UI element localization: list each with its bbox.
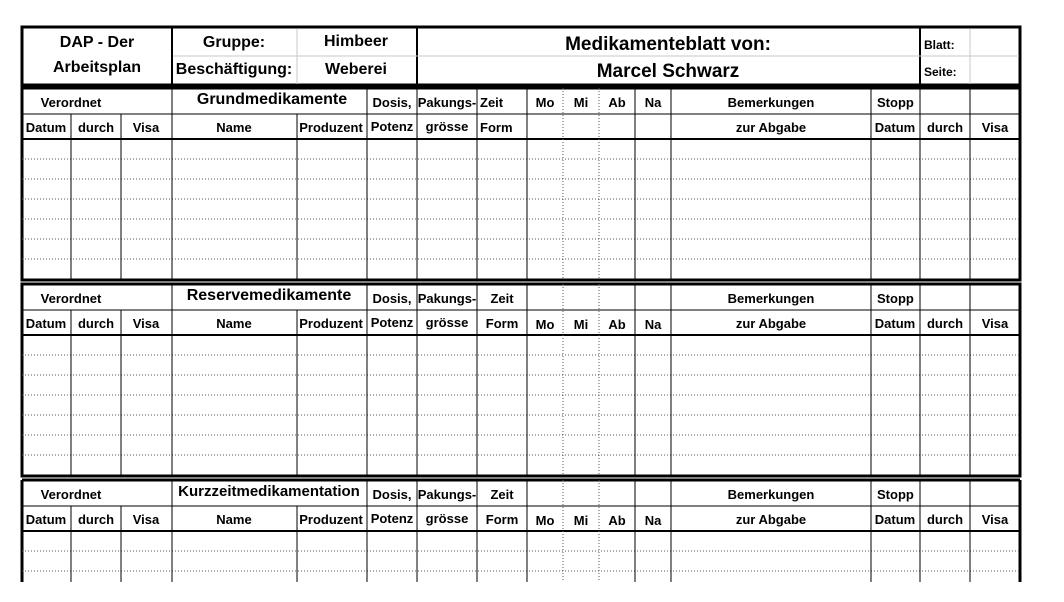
date-column-header: Datum: [25, 512, 67, 527]
section-1-lines: [22, 88, 1020, 280]
form-column-header: Form: [485, 316, 519, 331]
by-column-header: durch: [77, 512, 115, 527]
producer-column-header: Produzent: [299, 120, 363, 135]
name-column-header: Name: [216, 316, 252, 331]
section-2-lines: [22, 284, 1020, 476]
prescribed-header: Verordnet: [40, 291, 102, 306]
package-header: Pakungs-: [417, 487, 477, 502]
remarks-header: Bemerkungen: [727, 95, 815, 110]
by-column-header: durch: [77, 316, 115, 331]
dispense-column-header: zur Abgabe: [735, 120, 807, 135]
prescribed-header: Verordnet: [40, 487, 102, 502]
potency-column-header: Potenz: [370, 119, 414, 134]
stop-header: Stopp: [877, 291, 914, 306]
package-header: Pakungs-: [417, 291, 477, 306]
header-lines: [22, 27, 1020, 85]
evening-header: Ab: [608, 95, 626, 110]
package-header: Pakungs-: [417, 95, 477, 110]
visa-column-header: Visa: [132, 120, 160, 135]
page-label: Seite:: [924, 65, 957, 79]
time-header: Zeit: [490, 291, 514, 306]
night-header: Na: [644, 317, 662, 332]
stop-by-column-header: durch: [926, 316, 964, 331]
name-column-header: Name: [216, 120, 252, 135]
section-title: Kurzzeitmedikamentation: [178, 483, 360, 500]
org-name-line2: Arbeitsplan: [52, 59, 142, 76]
stop-date-column-header: Datum: [874, 512, 916, 527]
evening-header: Ab: [608, 317, 626, 332]
name-column-header: Name: [216, 512, 252, 527]
form-column-header: Form: [480, 120, 513, 135]
remarks-header: Bemerkungen: [727, 487, 815, 502]
section-title: Reservemedikamente: [186, 287, 352, 304]
sheet-label: Blatt:: [924, 38, 955, 52]
form-column-header: Form: [485, 512, 519, 527]
occupation-value: Weberei: [325, 61, 387, 78]
by-column-header: durch: [77, 120, 115, 135]
section-title: Grundmedikamente: [196, 91, 348, 108]
date-column-header: Datum: [25, 120, 67, 135]
group-label: Gruppe:: [202, 34, 266, 51]
group-value: Himbeer: [323, 33, 389, 50]
visa-column-header: Visa: [132, 316, 160, 331]
visa-column-header: Visa: [132, 512, 160, 527]
date-column-header: Datum: [25, 316, 67, 331]
producer-column-header: Produzent: [299, 316, 363, 331]
night-header: Na: [644, 95, 662, 110]
monday-header: Mo: [535, 513, 555, 528]
org-name-line1: DAP - Der: [59, 34, 135, 51]
dispense-column-header: zur Abgabe: [735, 512, 807, 527]
evening-header: Ab: [608, 513, 626, 528]
size-column-header: grösse: [425, 511, 469, 526]
stop-header: Stopp: [877, 487, 914, 502]
night-header: Na: [644, 513, 662, 528]
potency-column-header: Potenz: [370, 315, 414, 330]
page-title: Medikamenteblatt von:: [565, 34, 771, 55]
time-header: Zeit: [490, 487, 514, 502]
size-column-header: grösse: [425, 119, 469, 134]
prescribed-header: Verordnet: [40, 95, 102, 110]
dose-header: Dosis,: [372, 487, 412, 502]
time-header: Zeit: [480, 95, 504, 110]
dose-header: Dosis,: [372, 291, 412, 306]
stop-by-column-header: durch: [926, 512, 964, 527]
dispense-column-header: zur Abgabe: [735, 316, 807, 331]
patient-name: Marcel Schwarz: [596, 61, 740, 82]
potency-column-header: Potenz: [370, 511, 414, 526]
size-column-header: grösse: [425, 315, 469, 330]
remarks-header: Bemerkungen: [727, 291, 815, 306]
stop-visa-column-header: Visa: [981, 512, 1009, 527]
midday-header: Mi: [573, 317, 589, 332]
stop-visa-column-header: Visa: [981, 120, 1009, 135]
producer-column-header: Produzent: [299, 512, 363, 527]
section-3-lines: [22, 480, 1020, 582]
occupation-label: Beschäftigung:: [175, 61, 293, 78]
stop-date-column-header: Datum: [874, 120, 916, 135]
midday-header: Mi: [573, 513, 589, 528]
stop-date-column-header: Datum: [874, 316, 916, 331]
dose-header: Dosis,: [372, 95, 412, 110]
monday-header: Mo: [535, 317, 555, 332]
stop-header: Stopp: [877, 95, 914, 110]
midday-header: Mi: [573, 95, 589, 110]
stop-visa-column-header: Visa: [981, 316, 1009, 331]
monday-header: Mo: [535, 95, 555, 110]
stop-by-column-header: durch: [926, 120, 964, 135]
